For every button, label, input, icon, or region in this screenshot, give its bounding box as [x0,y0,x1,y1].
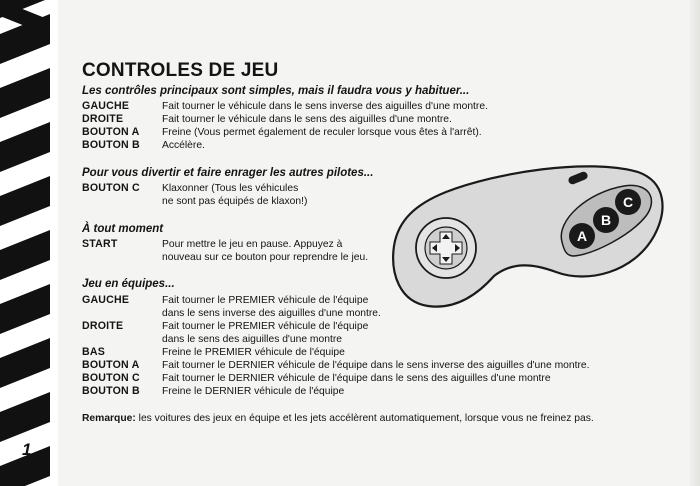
control-desc: Freine (Vous permet également de reculer lorsque vous êtes à l'arrêt). [162,127,482,138]
control-key: BAS [82,346,105,358]
button-c [615,189,641,215]
control-desc: Fait tourner le DERNIER véhicule de l'équipe dans le sens des aiguilles d'une montre [162,373,551,384]
control-desc: Fait tourner le PREMIER véhicule de l'équipe dans le sens des aiguilles d'une montre [162,321,369,345]
page-gutter [690,0,700,486]
control-key: GAUCHE [82,294,130,306]
control-desc: Fait tourner le véhicule dans le sens des aiguilles d'une montre. [162,114,452,125]
button-b [593,207,619,233]
control-key: BOUTON B [82,385,140,397]
control-desc: Pour mettre le jeu en pause. Appuyez à nouveau sur ce bouton pour reprendre le jeu. [162,239,369,263]
remark-text: les voitures des jeux en équipe et les jets accélèrent automatiquement, lorsque vous ne freinez pas. [135,413,594,424]
control-key: BOUTON A [82,126,140,138]
control-key: DROITE [82,113,124,125]
button-c-label: C [622,194,634,210]
remark-label: Remarque: [82,413,136,424]
page-number: 1 [22,440,32,459]
control-desc: Klaxonner (Tous les véhicules ne sont pas équipés de klaxon!) [162,183,308,207]
control-key: DROITE [82,320,124,332]
control-desc: Fait tourner le PREMIER véhicule de l'équipe dans le sens inverse des aiguilles d'une montre. [162,295,381,319]
gamepad-illustration [388,150,670,330]
section-heading-anytime: À tout moment [82,223,164,235]
section-heading-team-play: Jeu en équipes... [82,278,175,290]
control-desc: Fait tourner le DERNIER véhicule de l'équipe dans le sens inverse des aiguilles d'une montre. [162,360,590,371]
control-key: BOUTON A [82,359,140,371]
control-desc: Freine le DERNIER véhicule de l'équipe [162,386,345,397]
control-key: START [82,238,118,250]
button-a [569,223,595,249]
control-key: GAUCHE [82,100,130,112]
section-heading-basic-controls: Les contrôles principaux sont simples, mais il faudra vous y habituer... [82,85,470,97]
page-title: CONTROLES DE JEU [82,60,279,81]
section-heading-fun: Pour vous divertir et faire enrager les autres pilotes... [82,167,374,179]
button-a-label: A [576,228,588,244]
button-b-label: B [600,212,612,228]
control-desc: Fait tourner le véhicule dans le sens inverse des aiguilles d'une montre. [162,101,488,112]
chevron-pattern [0,0,58,486]
remark-note [82,413,594,424]
control-key: BOUTON C [82,182,140,194]
control-desc: Accélère. [162,140,205,151]
control-key: BOUTON B [82,139,140,151]
control-desc: Freine le PREMIER véhicule de l'équipe [162,347,345,358]
control-key: BOUTON C [82,372,140,384]
chevron-border [0,0,58,486]
